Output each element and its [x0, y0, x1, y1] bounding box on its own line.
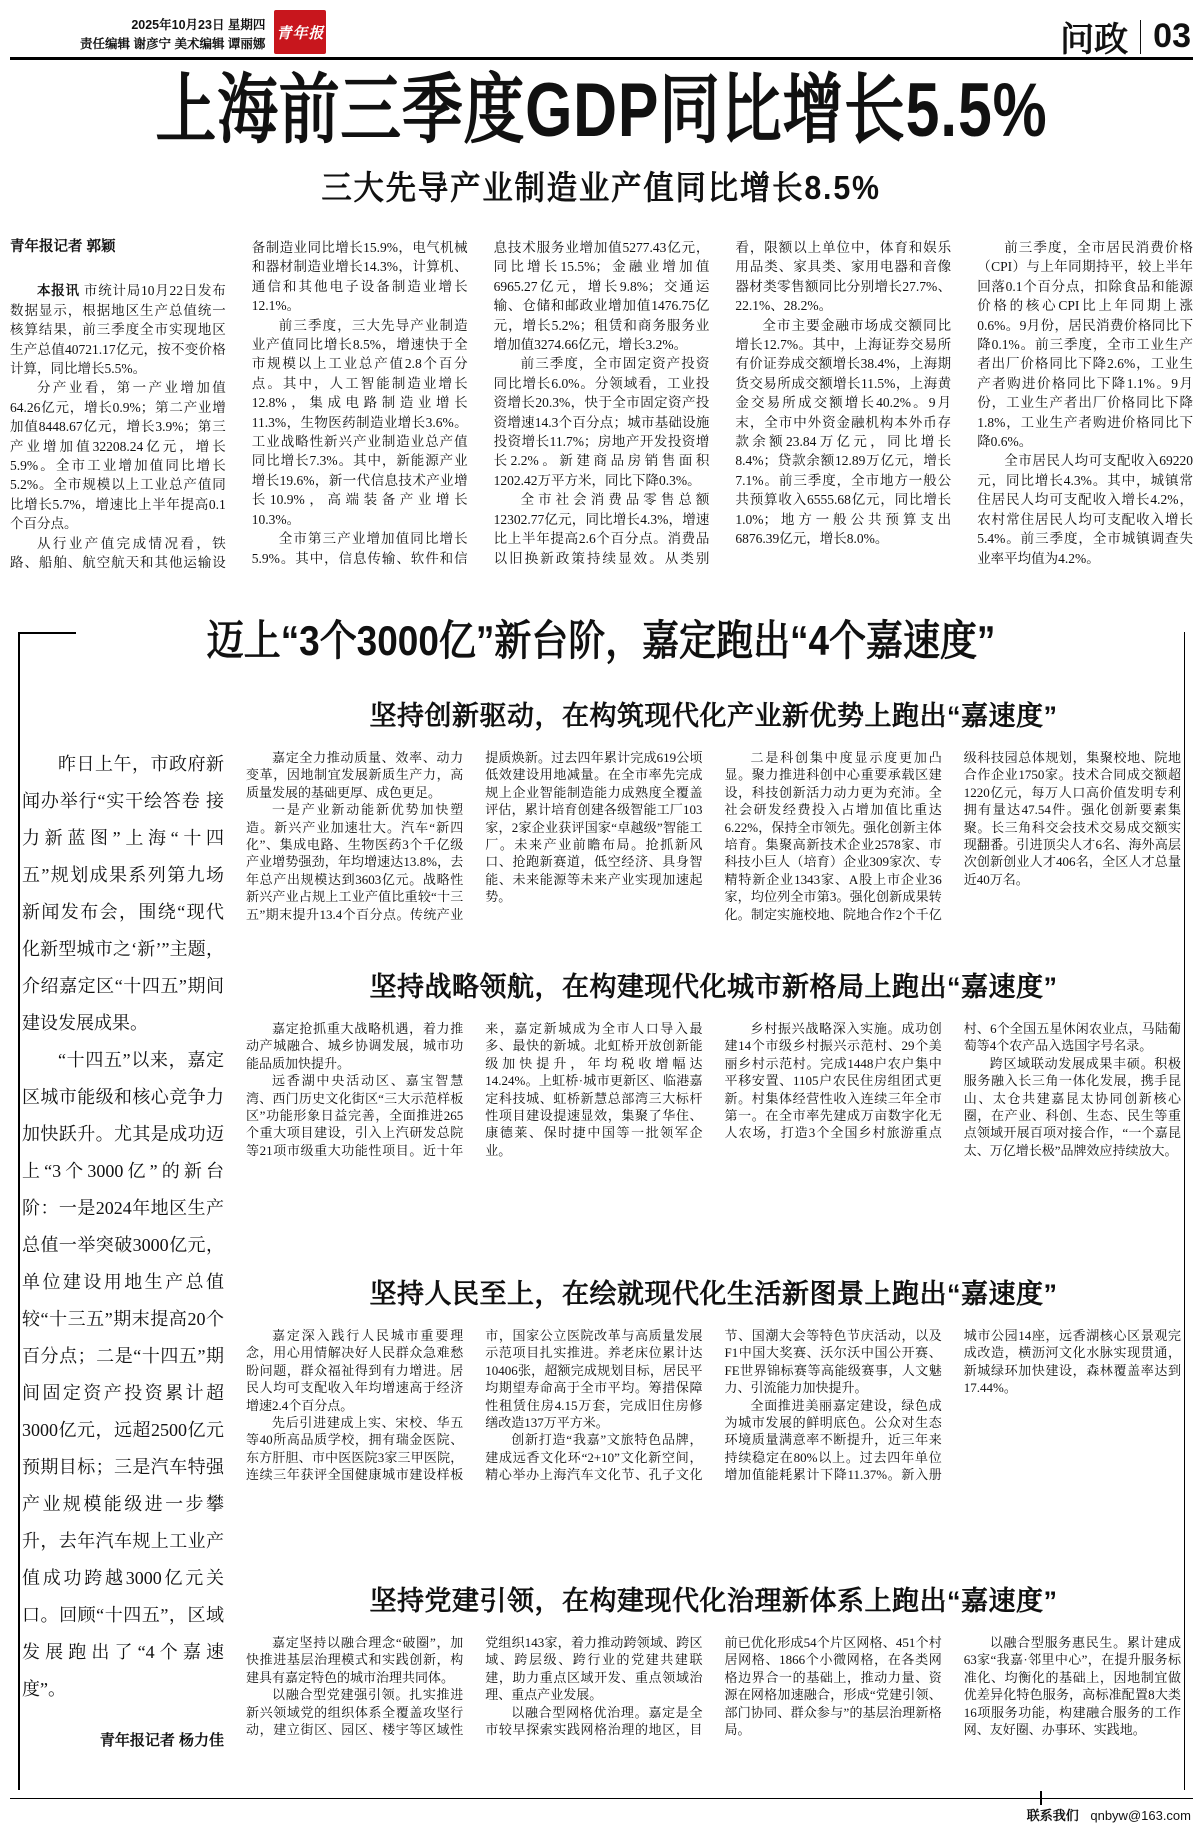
feature-intro-column — [22, 674, 224, 1790]
feature-byline: 青年报记者 杨力佳 — [99, 1732, 224, 1749]
intro-paragraphs — [22, 746, 224, 1708]
paragraph: 全市主要金融市场成交额同比增长12.7%。其中，上海证券交易所有价证券成交额增长38.4%，上海期货交易所成交额增长11.5%，上海黄金交易所成交额增长40.2%。9月末，全市中外资金融机构本外币存款余额23.84万亿元，同比增长8.4%；贷款余额12.89万亿元，增长7.1%。前三季度，全市地方一般公共预算收入6555.68亿元，同比增长1.0%；地方一般公共预算支出6876.39亿元，增长8.0%。 — [735, 317, 952, 547]
paragraph: 嘉定深入践行人民城市重要理念，用心用情解决好人民群众急难愁盼问题，群众福祉得到有力增进。居民人均可支配收入年均增速高于经济增速2.4个百分点。 — [246, 1328, 464, 1413]
paragraph: 跨区域联动发展成果丰硕。积极服务融入长三角一体化发展，携手昆山、太仓共建嘉昆太协同创新核心圈，在产业、科创、生态、民生等重点领域开展百项对接合作，“一个嘉昆太、万亿增长极”品牌效应持续放大。 — [963, 1055, 1181, 1158]
masthead-logo: 青年报 — [274, 10, 326, 54]
paragraph: 以融合型网格优治理。嘉定是全市较早探索实践网格治理的地区，目前已优化形成54个片区网格、451个村居网格、1866个小微网格，在各类网格边界合一的基础上，推动力量、资源在网格加速融合，形成“党建引领、部门协同、群众参与”的基层治理新格局。 — [485, 1635, 942, 1738]
subsection-strategy — [246, 965, 1181, 1252]
paragraph: 二是科创集中度显示度更加凸显。聚力推进科创中心重要承载区建设，科技创新活力动力更为充沛。全社会研发经费投入占增加值比重达6.22%，保持全市领先。强化创新主体培育。集聚高新技术企业2578家、市科技小巨人（培育）企业309家次、专精特新企业1343家、A股上市企业36家，均位列全市第3。强化创新成果转化。制定实施校地、院地合作2个千亿级科技园总体规划，集聚校地、院地合作企业1750家。技术合同成交额超1220亿元，每万人口高价值发明专利拥有量达47.54件。强化创新要素集聚。长三角科交会技术交易成交额实现翻番。引进顶尖人才6名、海外高层次创新创业人才406名，全区人才总量近40万名。 — [724, 750, 1181, 922]
subsection-innovation — [246, 694, 1181, 945]
lead-headline: 上海前三季度GDP同比增长5.5% — [155, 68, 1048, 153]
footer-tick — [1040, 1791, 1042, 1805]
contact-label: 联系我们 — [1026, 1808, 1079, 1823]
paragraph: 创新打造“我嘉”文旅特色品牌，建成远香文化环“2+10”文化新空间，精心举办上海汽车文化节、孔子文化节、国潮大会等特色节庆活动，以及F1中国大奖赛、沃尔沃中国公开赛、FE世界锦标赛等高能级赛事，人文魅力、引流能力加快提升。 — [485, 1328, 942, 1483]
paragraph: 嘉定抢抓重大战略机遇，着力推动产城融合、城乡协调发展，城市功能品质加快提升。 — [246, 1021, 464, 1071]
feature-section — [10, 600, 1193, 1790]
section-page-label — [1060, 12, 1191, 61]
paragraph: 全市第三产业增加值同比增长5.9%。其中，信息传输、软件和信息技术服务业增加值5277.43亿元，同比增长15.5%；金融业增加值6965.27亿元，增长9.8%；交通运输、仓储和邮政业增加值1476.75亿元，增长5.2%；租赁和商务服务业增加值3274.66亿元，增长3.2%。 — [251, 240, 710, 566]
subsection-body — [246, 1634, 1181, 1790]
paragraph: 一是产业新动能新优势加快塑造。新兴产业加速壮大。汽车“新四化”、集成电路、生物医药3个千亿级产业增势强劲，年均增速达13.8%，去年总产出规模达到3603亿元。战略性新兴产业占规上工业产值比重较“十三五”期末提升13.4个百分点。传统产业提质焕新。过去四年累计完成619公顷低效建设用地减量。在全市率先完成规上企业智能制造能力成熟度全覆盖评估，累计培育创建各级智能工厂103家，2家企业获评国家“卓越级”智能工厂。未来产业前瞻布局。抢抓新风口、抢跑新赛道，低空经济、具身智能、未来能源等未来产业实现加速起势。 — [246, 750, 703, 922]
feature-subsections — [246, 674, 1181, 1790]
feature-headline: 迈上“3个3000亿”新台阶，嘉定跑出“4个嘉速度” — [207, 617, 996, 664]
lead-headline-wrap — [10, 66, 1193, 158]
date-line: 2025年10月23日 星期四 — [131, 18, 266, 32]
paragraph: 远香湖中央活动区、嘉宝智慧湾、西门历史文化街区“三大示范样板区”功能形象日益完善，全面推进265个重大项目建设，引入上汽研发总院等21项市级重大功能性项目。近十年来，嘉定新城成为全市人口导入最多、最快的新城。北虹桥开放创新能级加快提升，年均税收增幅达14.24%。上虹桥·城市更新区、临港嘉定科技城、虹桥新慧总部湾三大标杆性项目建设提速显效，集聚了华住、康德莱、保时捷中国等一批领军企业。 — [246, 1021, 703, 1158]
paragraph: 先后引进建成上实、宋校、华五等40所高品质学校，拥有瑞金医院、东方肝胆、市中医医院3家三甲医院，连续三年获评全国健康城市建设样板市，国家公立医院改革与高质量发展示范项目扎实推进。养老床位累计达10406张，超额完成规划目标，居民平均期望寿命高于全市平均。筹措保障性租赁住房4.15万套，完成旧住房修缮改造137万平方米。 — [246, 1328, 703, 1483]
editors-line: 责任编辑 谢彦宁 美术编辑 谭丽娜 — [80, 37, 266, 51]
paragraph: “十四五”以来，嘉定区城市能级和核心竞争力加快跃升。尤其是成功迈上“3个3000亿”的新台阶：一是2024年地区生产总值一举突破3000亿元，单位建设用地生产总值较“十三五”期末提高20个百分点；二是“十四五”期间固定资产投资累计超3000亿元，远超2500亿元预期目标；三是汽车特强产业规模能级进一步攀升，去年汽车规上工业产值成功跨越3000亿元关口。回顾“十四五”，区域发展跑出了“4个嘉速度”。 — [22, 1050, 224, 1699]
subsection-heading: 坚持党建引领，在构建现代化治理新体系上跑出“嘉速度” — [369, 1586, 1058, 1616]
paragraph: 以融合型党建强引领。扎实推进新兴领域党的组织体系全覆盖攻坚行动，建立街区、园区、楼宇等区域性党组织143家，着力推动跨领域、跨区域、跨层级、跨行业的党建共建联建，助力重点区域开发、重点领域治理、重点产业发展。 — [246, 1635, 703, 1738]
paragraph: 嘉定全力推动质量、效率、动力变革，因地制宜发展新质生产力，高质量发展的基础更厚、成色更足。 — [246, 750, 464, 800]
dateline: 本报讯 — [37, 283, 80, 299]
header-rule — [10, 57, 1193, 60]
page-header — [10, 10, 1193, 57]
subsection-body — [246, 1020, 1181, 1252]
subsection-body — [246, 749, 1181, 945]
feature-corner-bracket — [18, 632, 76, 634]
section-label: 问政 — [1060, 21, 1129, 59]
header-divider — [1140, 20, 1141, 54]
lead-byline: 青年报记者 郭颖 — [10, 239, 116, 255]
paragraph-text: 市统计局10月22日发布数据显示，根据地区生产总值统一核算结果，前三季度全市实现地区生产总值40721.17亿元，按不变价格计算，同比增长5.5%。 — [10, 283, 226, 377]
paragraph — [10, 281, 226, 378]
paragraph: 前三季度，全市固定资产投资同比增长6.0%。分领域看，工业投资增长20.3%，快于全市固定资产投资增速14.3个百分点；城市基础设施投资增长11.7%；房地产开发投资增长2.2%。新建商品房销售面积1202.42万平方米，同比下降0.3%。 — [493, 356, 710, 488]
paragraph: 昨日上午，市政府新闻办举行“实干绘答卷 接力新蓝图”上海“十四五”规划成果系列第九场新闻发布会，围绕“现代化新型城市之‘新’”主题，介绍嘉定区“十四五”期间建设发展成果。 — [22, 754, 224, 1033]
feature-body — [22, 674, 1181, 1790]
subsection-people — [246, 1272, 1181, 1559]
paragraph: 前三季度，三大先导产业制造业产值同比增长8.5%，增速快于全市规模以上工业总产值2.8个百分点。其中，人工智能制造业增长12.8%，集成电路制造业增长11.3%，生物医药制造业增长3.6%。工业战略性新兴产业制造业总产值同比增长7.3%。其中，新能源产业增长19.6%，新一代信息技术产业增长10.9%，高端装备产业增长10.3%。 — [251, 317, 468, 527]
paragraph: 乡村振兴战略深入实施。成功创建14个市级乡村振兴示范村、29个美丽乡村示范村。完成1448户农户集中平移安置、1105户农民住房组团式更新。村集体经营性收入连续三年全市第一。在全市率先建成万亩数字化无人农场，打造3个全国乡村旅游重点村、6个全国五星休闲农业点，马陆葡萄等4个农产品入选国字号名录。 — [724, 1021, 1181, 1141]
subsection-party-building — [246, 1579, 1181, 1790]
subsection-heading: 坚持战略领航，在构建现代化城市新格局上跑出“嘉速度” — [369, 972, 1058, 1002]
footer-contact — [10, 1799, 1193, 1824]
contact-email[interactable]: qnbyw@163.com — [1090, 1808, 1191, 1823]
paragraph: 嘉定坚持以融合理念“破圈”，加快推进基层治理模式和实践创新，构建具有嘉定特色的城市治理共同体。 — [246, 1635, 464, 1685]
paragraph: 分产业看，第一产业增加值64.26亿元，增长0.9%；第二产业增加值8448.67亿元，增长3.9%；第三产业增加值32208.24亿元，增长5.9%。全市工业增加值同比增长5.2%。全市规模以上工业总产值同比增长5.7%，增速比上半年提高0.1个百分点。 — [10, 380, 226, 532]
page-number: 03 — [1153, 17, 1191, 55]
lead-subheadline: 三大先导产业制造业产值同比增长8.5% — [321, 169, 882, 206]
lead-article-body — [10, 238, 1193, 586]
paragraph: 从行业产值完成情况看，铁路、船舶、航空航天和其他运输设备制造业同比增长15.9%，电气机械和器材制造业增长14.3%，计算机、通信和其他电子设备制造业增长12.1%。 — [10, 240, 468, 571]
paragraph: 全面推进美丽嘉定建设，绿色成为城市发展的鲜明底色。公众对生态环境质量满意率不断提升，近三年来持续稳定在80%以上。过去四年单位增加值能耗累计下降11.37%。新入册城市公园14座，远香湖核心区景观完成改造，横沥河文化水脉实现贯通，新城绿环加快建设，森林覆盖率达到17.44%。 — [724, 1328, 1181, 1483]
subsection-heading: 坚持人民至上，在绘就现代化生活新图景上跑出“嘉速度” — [369, 1279, 1058, 1309]
feature-left-rule — [18, 632, 20, 1790]
feature-right-rule — [1184, 632, 1186, 1790]
paragraph: 以融合型服务惠民生。累计建成63家“我嘉·邻里中心”，在提升服务标准化、均衡化的基础上，因地制宜做优差异化特色服务，高标准配置8大类16项服务功能，构建融合服务的工作网、友好圈、办事环、实践地。 — [963, 1635, 1181, 1738]
newspaper-page — [0, 10, 1203, 1824]
subsection-heading: 坚持创新驱动，在构筑现代化产业新优势上跑出“嘉速度” — [369, 701, 1058, 731]
lead-subheadline-wrap — [10, 162, 1193, 204]
paragraph: 全市社会消费品零售总额12302.77亿元，同比增长4.3%，增速比上半年提高2.6个百分点。消费品以旧换新政策持续显效。从类别看，限额以上单位中，体育和娱乐用品类、家具类、家用电器和音像器材类零售额同比分别增长27.7%、22.1%、28.2%。 — [493, 240, 952, 566]
paragraph: 全市居民人均可支配收入69220元，同比增长4.3%。其中，城镇常住居民人均可支配收入增长4.2%，农村常住居民人均可支配收入增长5.4%。前三季度，全市城镇调查失业率平均值为4.2%。 — [977, 453, 1193, 566]
header-meta — [80, 10, 265, 54]
page-footer — [10, 1798, 1193, 1824]
feature-headline-wrap — [22, 600, 1181, 664]
subsection-body — [246, 1327, 1181, 1559]
paragraph: 前三季度，全市居民消费价格（CPI）与上年同期持平，较上半年回落0.1个百分点，扣除食品和能源价格的核心CPI比上年同期上涨0.6%。9月份，居民消费价格同比下降0.1%。前三季度，全市工业生产者出厂价格同比下降2.6%，工业生产者购进价格同比下降1.1%。9月份，工业生产者出厂价格同比下降1.8%，工业生产者购进价格同比下降0.6%。 — [977, 240, 1193, 450]
